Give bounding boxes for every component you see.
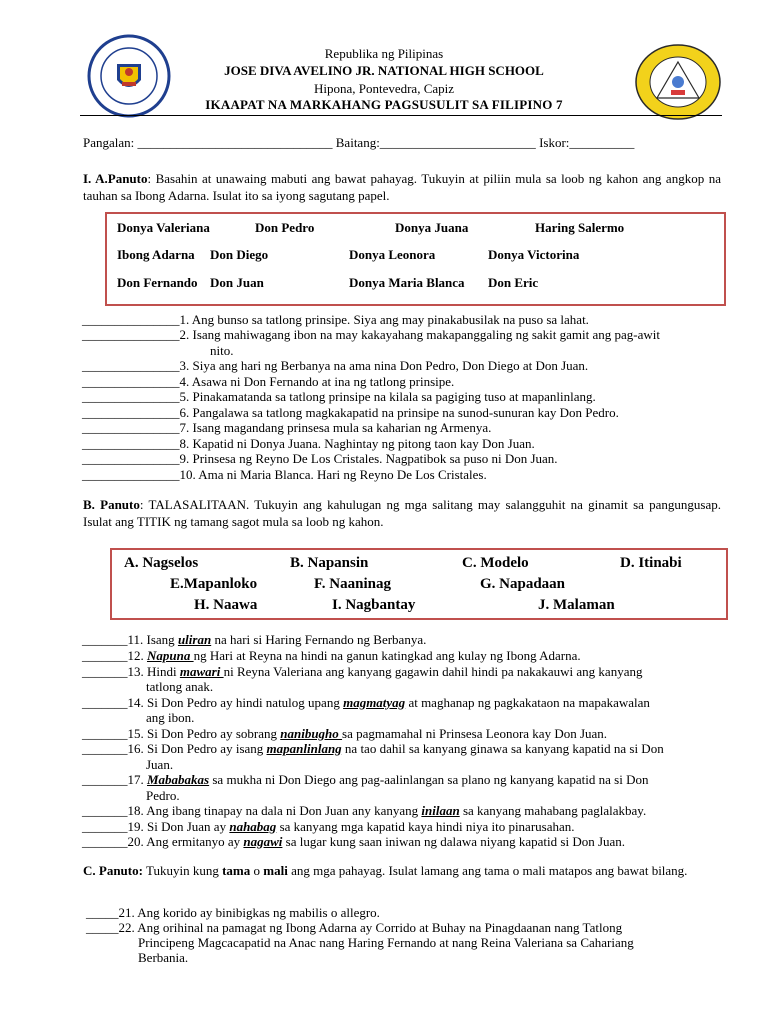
choice-donya-maria-blanca: Donya Maria Blanca <box>349 275 465 290</box>
choice-b: B. Napansin <box>290 555 369 571</box>
choice-donya-juana: Donya Juana <box>395 220 469 235</box>
item-22-cont-1: Principeng Magcacapatid na Anac nang Haring Fernando at nang Reina Valeriana sa Cahariang <box>138 935 634 950</box>
item-3: _______________3. Siya ang hari ng Berbanya na ama nina Don Pedro, Don Diego at Don Juan. <box>82 358 589 373</box>
item-14-cont: ang ibon. <box>146 710 195 725</box>
item-13: _______13. Hindi mawari ni Reyna Valeriana ang kanyang gagawin dahil hindi pa nakakauwi ang kanyang <box>82 664 643 679</box>
item-2: _______________2. Isang mahiwagang ibon na may kakayahang makapanggaling ng sakit gamit ang pag-awit <box>82 327 660 342</box>
underlined-word: uliran <box>177 632 212 647</box>
section-b-text: : TALASALITAAN. Tukuyin ang kahulugan ng mga salitang may salangguhit na ginamit sa pangungusap. Isulat ang TITIK ng tamang sagot mula sa loob ng kahon. <box>83 497 721 529</box>
choice-donya-leonora: Donya Leonora <box>349 247 436 262</box>
underlined-word: nahabag <box>229 819 277 834</box>
item-11: _______11. Isang uliran na hari si Haring Fernando ng Berbanya. <box>82 632 427 647</box>
choice-don-eric: Don Eric <box>488 275 539 290</box>
section-b-instruction <box>83 496 721 530</box>
score-field[interactable]: Iskor:__________ <box>539 135 635 150</box>
item-20: _______20. Ang ermitanyo ay nagawi sa lugar kung saan iniwan ng dalawa niyang kapatid si Don Juan. <box>82 834 626 849</box>
item-22-cont-2: Berbania. <box>138 950 189 965</box>
item-18: _______18. Ang ibang tinapay na dala ni Don Juan any kanyang inilaan sa kanyang mahabang paglalakbay. <box>82 803 647 818</box>
item-2-cont: nito. <box>210 343 234 358</box>
underlined-word: Mababakas <box>147 772 210 787</box>
item-12: _______12. Napuna ng Hari at Reyna na hindi na ganun katingkad ang kulay ng Ibong Adarna. <box>82 648 581 663</box>
item-19: _______19. Si Don Juan ay nahabag sa kanyang mga kapatid kaya hindi niya ito pinarusahan. <box>82 819 575 834</box>
section-a-label: I. A.Panuto <box>83 171 148 186</box>
item-16-cont: Juan. <box>146 757 174 772</box>
header-address: Hipona, Pontevedra, Capiz <box>313 81 455 96</box>
section-c-label: C. Panuto: <box>83 863 143 878</box>
item-14: _______14. Si Don Pedro ay hindi natulog upang magmatyag at maghanap ng pagkakataon na mapakawalan <box>82 695 650 710</box>
choice-d: D. Itinabi <box>620 555 682 571</box>
item-8: _______________8. Kapatid ni Donya Juana. Naghintay ng pitong taon kay Don Juan. <box>82 436 535 451</box>
item-17: _______17. Mababakas sa mukha ni Don Diego ang pag-aalinlangan sa plano ng kanyang kapatid na si Don <box>82 772 649 787</box>
item-1: _______________1. Ang bunso sa tatlong prinsipe. Siya ang may pinakabusilak na puso sa lahat. <box>82 312 589 327</box>
choice-j: J. Malaman <box>538 597 615 613</box>
choice-g: G. Napadaan <box>480 576 566 592</box>
item-17-cont: Pedro. <box>146 788 180 803</box>
item-10: _______________10. Ama ni Maria Blanca. Hari ng Reyno De Los Cristales. <box>82 467 487 482</box>
underlined-word: nanibugho <box>280 726 343 741</box>
student-info-line <box>83 135 634 151</box>
section-b-choice-box <box>110 548 728 620</box>
item-22: _____22. Ang orihinal na pamagat ng Ibong Adarna ay Corrido at Buhay na Pinagdaanan nang Tatlong <box>86 920 623 935</box>
choice-c: C. Modelo <box>462 555 529 571</box>
choice-f: F. Naaninag <box>314 576 391 592</box>
name-field[interactable]: Pangalan: ______________________________ <box>83 135 333 150</box>
choice-haring-salermo: Haring Salermo <box>535 220 625 235</box>
underlined-word: nagawi <box>243 834 283 849</box>
choice-i: I. Nagbantay <box>332 597 416 613</box>
section-b-label: B. Panuto <box>83 497 140 512</box>
item-6: _______________6. Pangalawa sa tatlong magkakapatid na prinsipe na sunod-sunuran kay Don Pedro. <box>82 405 619 420</box>
item-16: _______16. Si Don Pedro ay isang mapanlinlang na tao dahil sa kanyang ginawa sa kanyang kapatid na si Don <box>82 741 664 756</box>
choice-donya-valeriana: Donya Valeriana <box>117 220 210 235</box>
header-school-name: JOSE DIVA AVELINO JR. NATIONAL HIGH SCHOOL <box>224 63 544 78</box>
grade-field[interactable]: Baitang:________________________ <box>335 135 536 150</box>
item-9: _______________9. Prinsesa ng Reyno De Los Cristales. Nagpatibok sa puso ni Don Juan. <box>82 451 558 466</box>
header-republic: Republika ng Pilipinas <box>324 46 444 61</box>
section-c-instruction: C. Panuto: Tukuyin kung tama o mali ang mga pahayag. Isulat lamang ang tama o mali matapos ang bawat bilang. <box>83 863 688 878</box>
choice-e: E.Mapanloko <box>170 576 258 592</box>
item-15: _______15. Si Don Pedro ay sobrang nanibugho sa pagmamahal ni Prinsesa Leonora kay Don Juan. <box>82 726 608 741</box>
choice-a: A. Nagselos <box>124 555 199 571</box>
item-5: _______________5. Pinakamatanda sa tatlong prinsipe na kilala sa pagiging tuso at mapanlinlang. <box>82 389 596 404</box>
item-4: _______________4. Asawa ni Don Fernando at ina ng tatlong prinsipe. <box>82 374 455 389</box>
header-exam-title: IKAAPAT NA MARKAHANG PAGSUSULIT SA FILIPINO 7 <box>205 97 563 112</box>
underlined-word: Napuna <box>147 648 194 663</box>
choice-ibong-adarna: Ibong Adarna <box>117 247 195 262</box>
header-rule <box>80 115 722 116</box>
choice-donya-victorina: Donya Victorina <box>488 247 580 262</box>
underlined-word: mawari <box>179 664 224 679</box>
underlined-word: inilaan <box>421 803 460 818</box>
choice-don-fernando: Don Fernando <box>117 275 198 290</box>
section-a-choice-box <box>105 212 726 306</box>
underlined-word: magmatyag <box>343 695 406 710</box>
item-7: _______________7. Isang magandang prinsesa mula sa kaharian ng Armenya. <box>82 420 492 435</box>
underlined-word: mapanlinlang <box>266 741 342 756</box>
section-a-text: : Basahin at unawaing mabuti ang bawat pahayag. Tukuyin at piliin mula sa loob ng kahon ang angkop na tauhan sa Ibong Adarna. Isulat ito sa iyong sagutang papel. <box>83 171 721 203</box>
choice-don-diego: Don Diego <box>210 247 269 262</box>
item-21: _____21. Ang korido ay binibigkas ng mabilis o allegro. <box>86 905 380 920</box>
choice-don-pedro: Don Pedro <box>255 220 315 235</box>
section-a-instruction <box>83 170 721 204</box>
item-13-cont: tatlong anak. <box>146 679 214 694</box>
choice-don-juan: Don Juan <box>210 275 264 290</box>
choice-h: H. Naawa <box>194 597 258 613</box>
